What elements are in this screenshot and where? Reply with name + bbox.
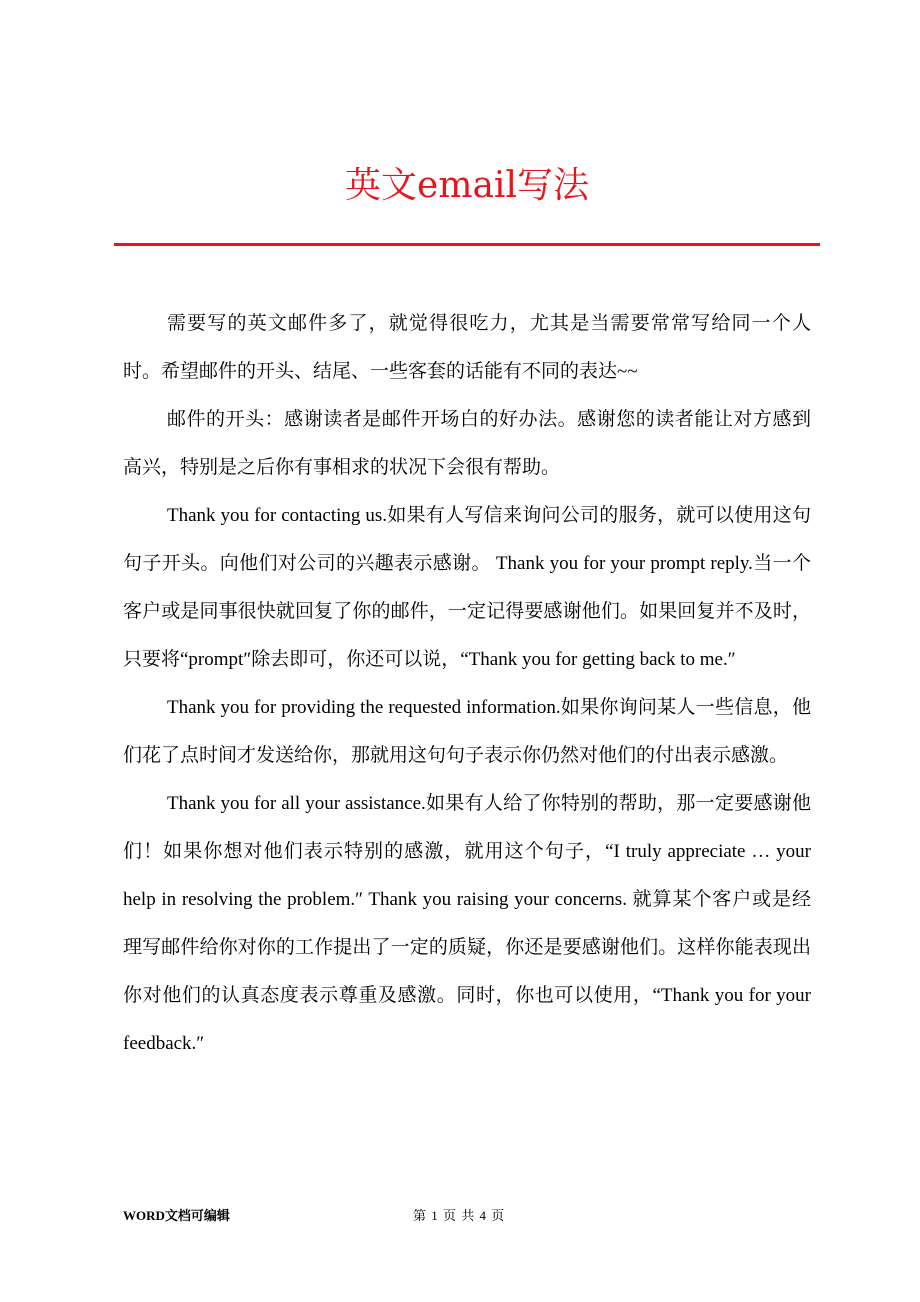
document-body bbox=[123, 300, 811, 1068]
document-title: 英文email写法 bbox=[345, 165, 589, 206]
paragraph-intro: 需要写的英文邮件多了，就觉得很吃力，尤其是当需要常常写给同一个人时。希望邮件的开头、结尾、一些客套的话能有不同的表达~~ bbox=[123, 313, 811, 382]
footer-editable-note: WORD文档可编辑 bbox=[123, 1208, 230, 1223]
footer-page-number: 第 1 页 共 4 页 bbox=[413, 1208, 506, 1223]
paragraph-thank-assistance: Thank you for all your assistance.如果有人给了你特别的帮助，那一定要感谢他们！如果你想对他们表示特别的感激，就用这个句子，“I truly appreciate … your help in resolving the problem.″ Thank you raising your concerns. 就算某个客户或是经理写邮件给你对你的工作提出了一定的质疑，你还是要感谢他们。这样你能表现出你对他们的认真态度表示尊重及感激。同时，你也可以使用，“Thank you for your feedback.″ bbox=[123, 793, 811, 1054]
paragraph-thank-contacting: Thank you for contacting us.如果有人写信来询问公司的服务，就可以使用这句句子开头。向他们对公司的兴趣表示感谢。 Thank you for your prompt reply.当一个客户或是同事很快就回复了你的邮件，一定记得要感谢他们。如果回复并不及时，只要将“prompt″除去即可，你还可以说，“Thank you for getting back to me.″ bbox=[123, 505, 811, 670]
paragraph-thank-information: Thank you for providing the requested information.如果你询问某人一些信息，他们花了点时间才发送给你，那就用这句句子表示你仍然对他们的付出表示感激。 bbox=[123, 697, 811, 766]
title-underline-rule bbox=[114, 243, 820, 246]
paragraph-opening: 邮件的开头：感谢读者是邮件开场白的好办法。感谢您的读者能让对方感到高兴，特别是之后你有事相求的状况下会很有帮助。 bbox=[123, 409, 811, 478]
